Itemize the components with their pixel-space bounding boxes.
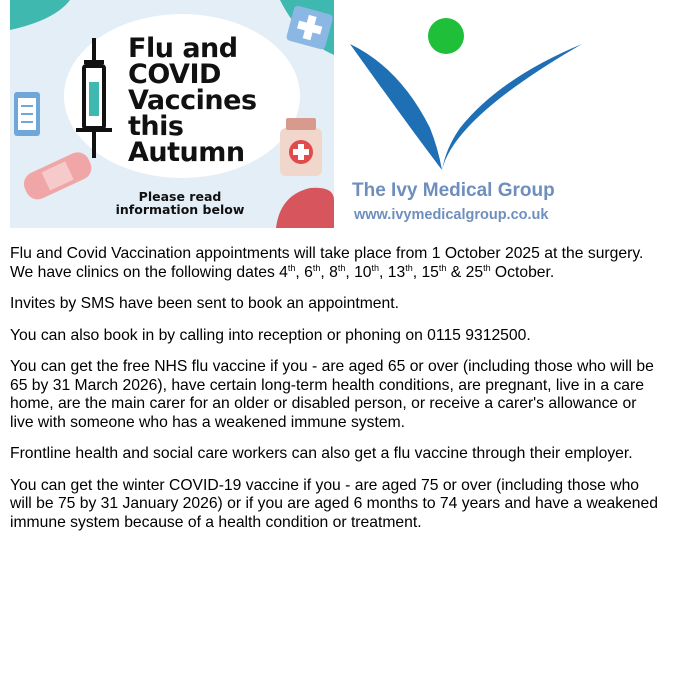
date-num: 25: [465, 263, 484, 281]
teal-corner-shape: [10, 0, 70, 30]
date-num: 13: [387, 263, 406, 281]
date-sep: &: [446, 263, 466, 281]
date-num: 4: [279, 263, 288, 281]
banner-title-line: Vaccines: [128, 85, 257, 116]
clipboard-icon: [14, 92, 40, 136]
date-sep: ,: [295, 263, 305, 281]
paragraph-flu-eligibility: You can get the free NHS flu vaccine if you - are aged 65 or over (including those who will be 65 by 31 March 2026), have certain long-term health conditions, are pregnant, live in a care home, are the main carer for an older or disabled person, or receive a carer's allowance or live with someone who has a weakened immune system.: [10, 358, 654, 431]
date-num: 8: [329, 263, 338, 281]
logo-right-arm: [442, 44, 582, 170]
paragraph-covid-eligibility: You can get the winter COVID-19 vaccine if you - are aged 75 or over (including those who will be 75 by 31 January 2026) or if you are aged 6 months to 74 years and have a weakened immune system because of a health condition or treatment.: [10, 476, 658, 531]
date-suffix: th: [438, 262, 447, 273]
banner-title-line: Autumn: [128, 137, 245, 168]
banner-note-line: Please read: [138, 189, 222, 204]
paragraph-sms-invites: Invites by SMS have been sent to book an appointment.: [10, 295, 399, 312]
clinic-outro-text: October.: [490, 263, 555, 281]
logo-head: [428, 18, 464, 54]
date-sep: ,: [379, 263, 388, 281]
vaccine-banner: [10, 0, 334, 228]
date-num: 10: [354, 263, 372, 281]
date-suffix: th: [405, 262, 413, 273]
banner-title-line: COVID: [128, 59, 221, 90]
date-suffix: th: [371, 262, 380, 273]
paragraph-clinic-dates: [10, 245, 660, 282]
banner-title-line: Flu and: [128, 33, 238, 64]
paragraph-frontline-workers: Frontline health and social care workers can also get a flu vaccine through their employer.: [10, 445, 633, 462]
red-corner-shape: [276, 188, 334, 228]
banner-note-line: information below: [115, 202, 245, 217]
paragraph-booking-phone: You can also book in by calling into reception or phoning on 0115 9312500.: [10, 326, 531, 344]
date-sep: ,: [345, 263, 355, 281]
clinic-intro-text: Flu and Covid Vaccination appointments will take place from 1 October 2025 at the surgery. We have clinics on the following dates: [10, 245, 644, 281]
logo-url[interactable]: www.ivymedicalgroup.co.uk: [354, 207, 549, 223]
date-suffix: th: [312, 262, 321, 273]
date-suffix: th: [287, 262, 296, 273]
article-body: [10, 245, 660, 545]
banner-title-line: this: [128, 111, 184, 142]
date-num: 15: [421, 263, 439, 281]
date-num: 6: [304, 263, 313, 281]
banner-title: [128, 33, 298, 168]
date-suffix: th: [483, 262, 491, 273]
date-sep: ,: [412, 263, 422, 281]
date-sep: ,: [320, 263, 330, 281]
date-suffix: th: [337, 262, 346, 273]
banner-note: [80, 190, 280, 216]
logo-left-arm: [350, 44, 442, 170]
logo-name: The Ivy Medical Group: [352, 180, 555, 201]
